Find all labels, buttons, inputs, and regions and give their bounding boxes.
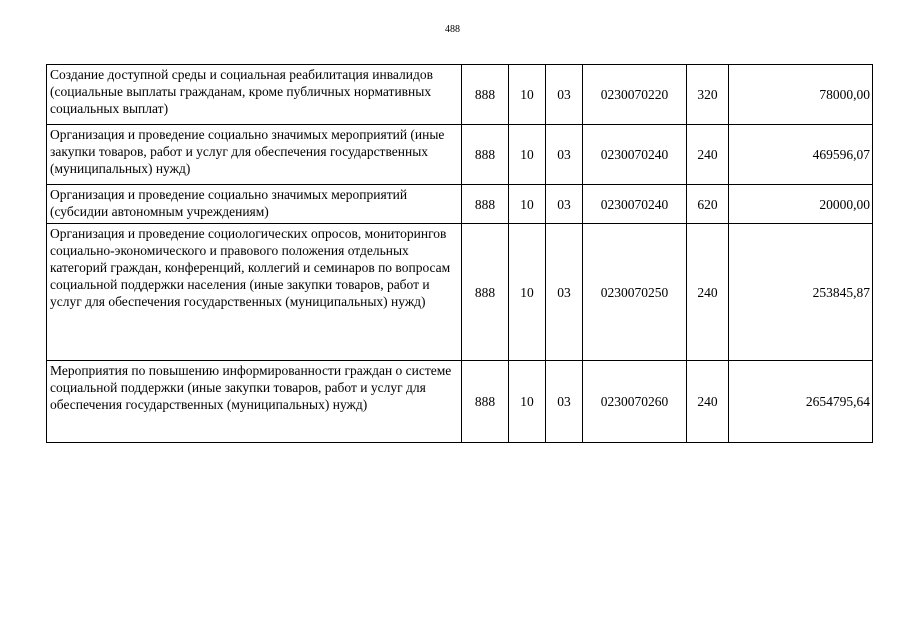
row-section-code: 10 xyxy=(509,65,546,125)
table-row xyxy=(47,185,873,224)
row-target-article-code: 0230070250 xyxy=(583,224,687,361)
table-row xyxy=(47,361,873,443)
row-target-article-code: 0230070240 xyxy=(583,185,687,224)
row-amount: 20000,00 xyxy=(729,185,873,224)
row-subsection-code: 03 xyxy=(546,65,583,125)
row-target-article-code: 0230070220 xyxy=(583,65,687,125)
row-grbs-code: 888 xyxy=(462,125,509,185)
row-subsection-code: 03 xyxy=(546,125,583,185)
row-target-article-code: 0230070260 xyxy=(583,361,687,443)
row-grbs-code: 888 xyxy=(462,185,509,224)
row-target-article-code: 0230070240 xyxy=(583,125,687,185)
row-amount: 253845,87 xyxy=(729,224,873,361)
row-grbs-code: 888 xyxy=(462,224,509,361)
row-description: Создание доступной среды и социальная реабилитация инвалидов (социальные выплаты гражданам, кроме публичных нормативных социальных выплат) xyxy=(47,65,462,125)
table-row xyxy=(47,224,873,361)
row-description: Организация и проведение социально значимых мероприятий (субсидии автономным учреждениям) xyxy=(47,185,462,224)
row-expense-type-code: 620 xyxy=(687,185,729,224)
table-row xyxy=(47,65,873,125)
row-expense-type-code: 240 xyxy=(687,361,729,443)
row-expense-type-code: 240 xyxy=(687,125,729,185)
table-row xyxy=(47,125,873,185)
page-number: 488 xyxy=(445,24,460,35)
row-amount: 78000,00 xyxy=(729,65,873,125)
row-subsection-code: 03 xyxy=(546,224,583,361)
row-amount: 469596,07 xyxy=(729,125,873,185)
row-section-code: 10 xyxy=(509,125,546,185)
row-grbs-code: 888 xyxy=(462,361,509,443)
row-amount: 2654795,64 xyxy=(729,361,873,443)
row-description: Организация и проведение социологических опросов, мониторингов социально-экономического и правового положения отдельных категорий граждан, конференций, коллегий и семинаров по вопросам социальной поддержки населения (иные закупки товаров, работ и услуг для обеспечения государственных (муниципальных) нужд) xyxy=(47,224,462,361)
row-subsection-code: 03 xyxy=(546,361,583,443)
row-section-code: 10 xyxy=(509,224,546,361)
row-subsection-code: 03 xyxy=(546,185,583,224)
row-section-code: 10 xyxy=(509,185,546,224)
row-description: Мероприятия по повышению информированности граждан о системе социальной поддержки (иные закупки товаров, работ и услуг для обеспечения государственных (муниципальных) нужд) xyxy=(47,361,462,443)
budget-table xyxy=(46,64,873,443)
row-description: Организация и проведение социально значимых мероприятий (иные закупки товаров, работ и услуг для обеспечения государственных (муниципальных) нужд) xyxy=(47,125,462,185)
row-grbs-code: 888 xyxy=(462,65,509,125)
row-expense-type-code: 240 xyxy=(687,224,729,361)
row-expense-type-code: 320 xyxy=(687,65,729,125)
row-section-code: 10 xyxy=(509,361,546,443)
